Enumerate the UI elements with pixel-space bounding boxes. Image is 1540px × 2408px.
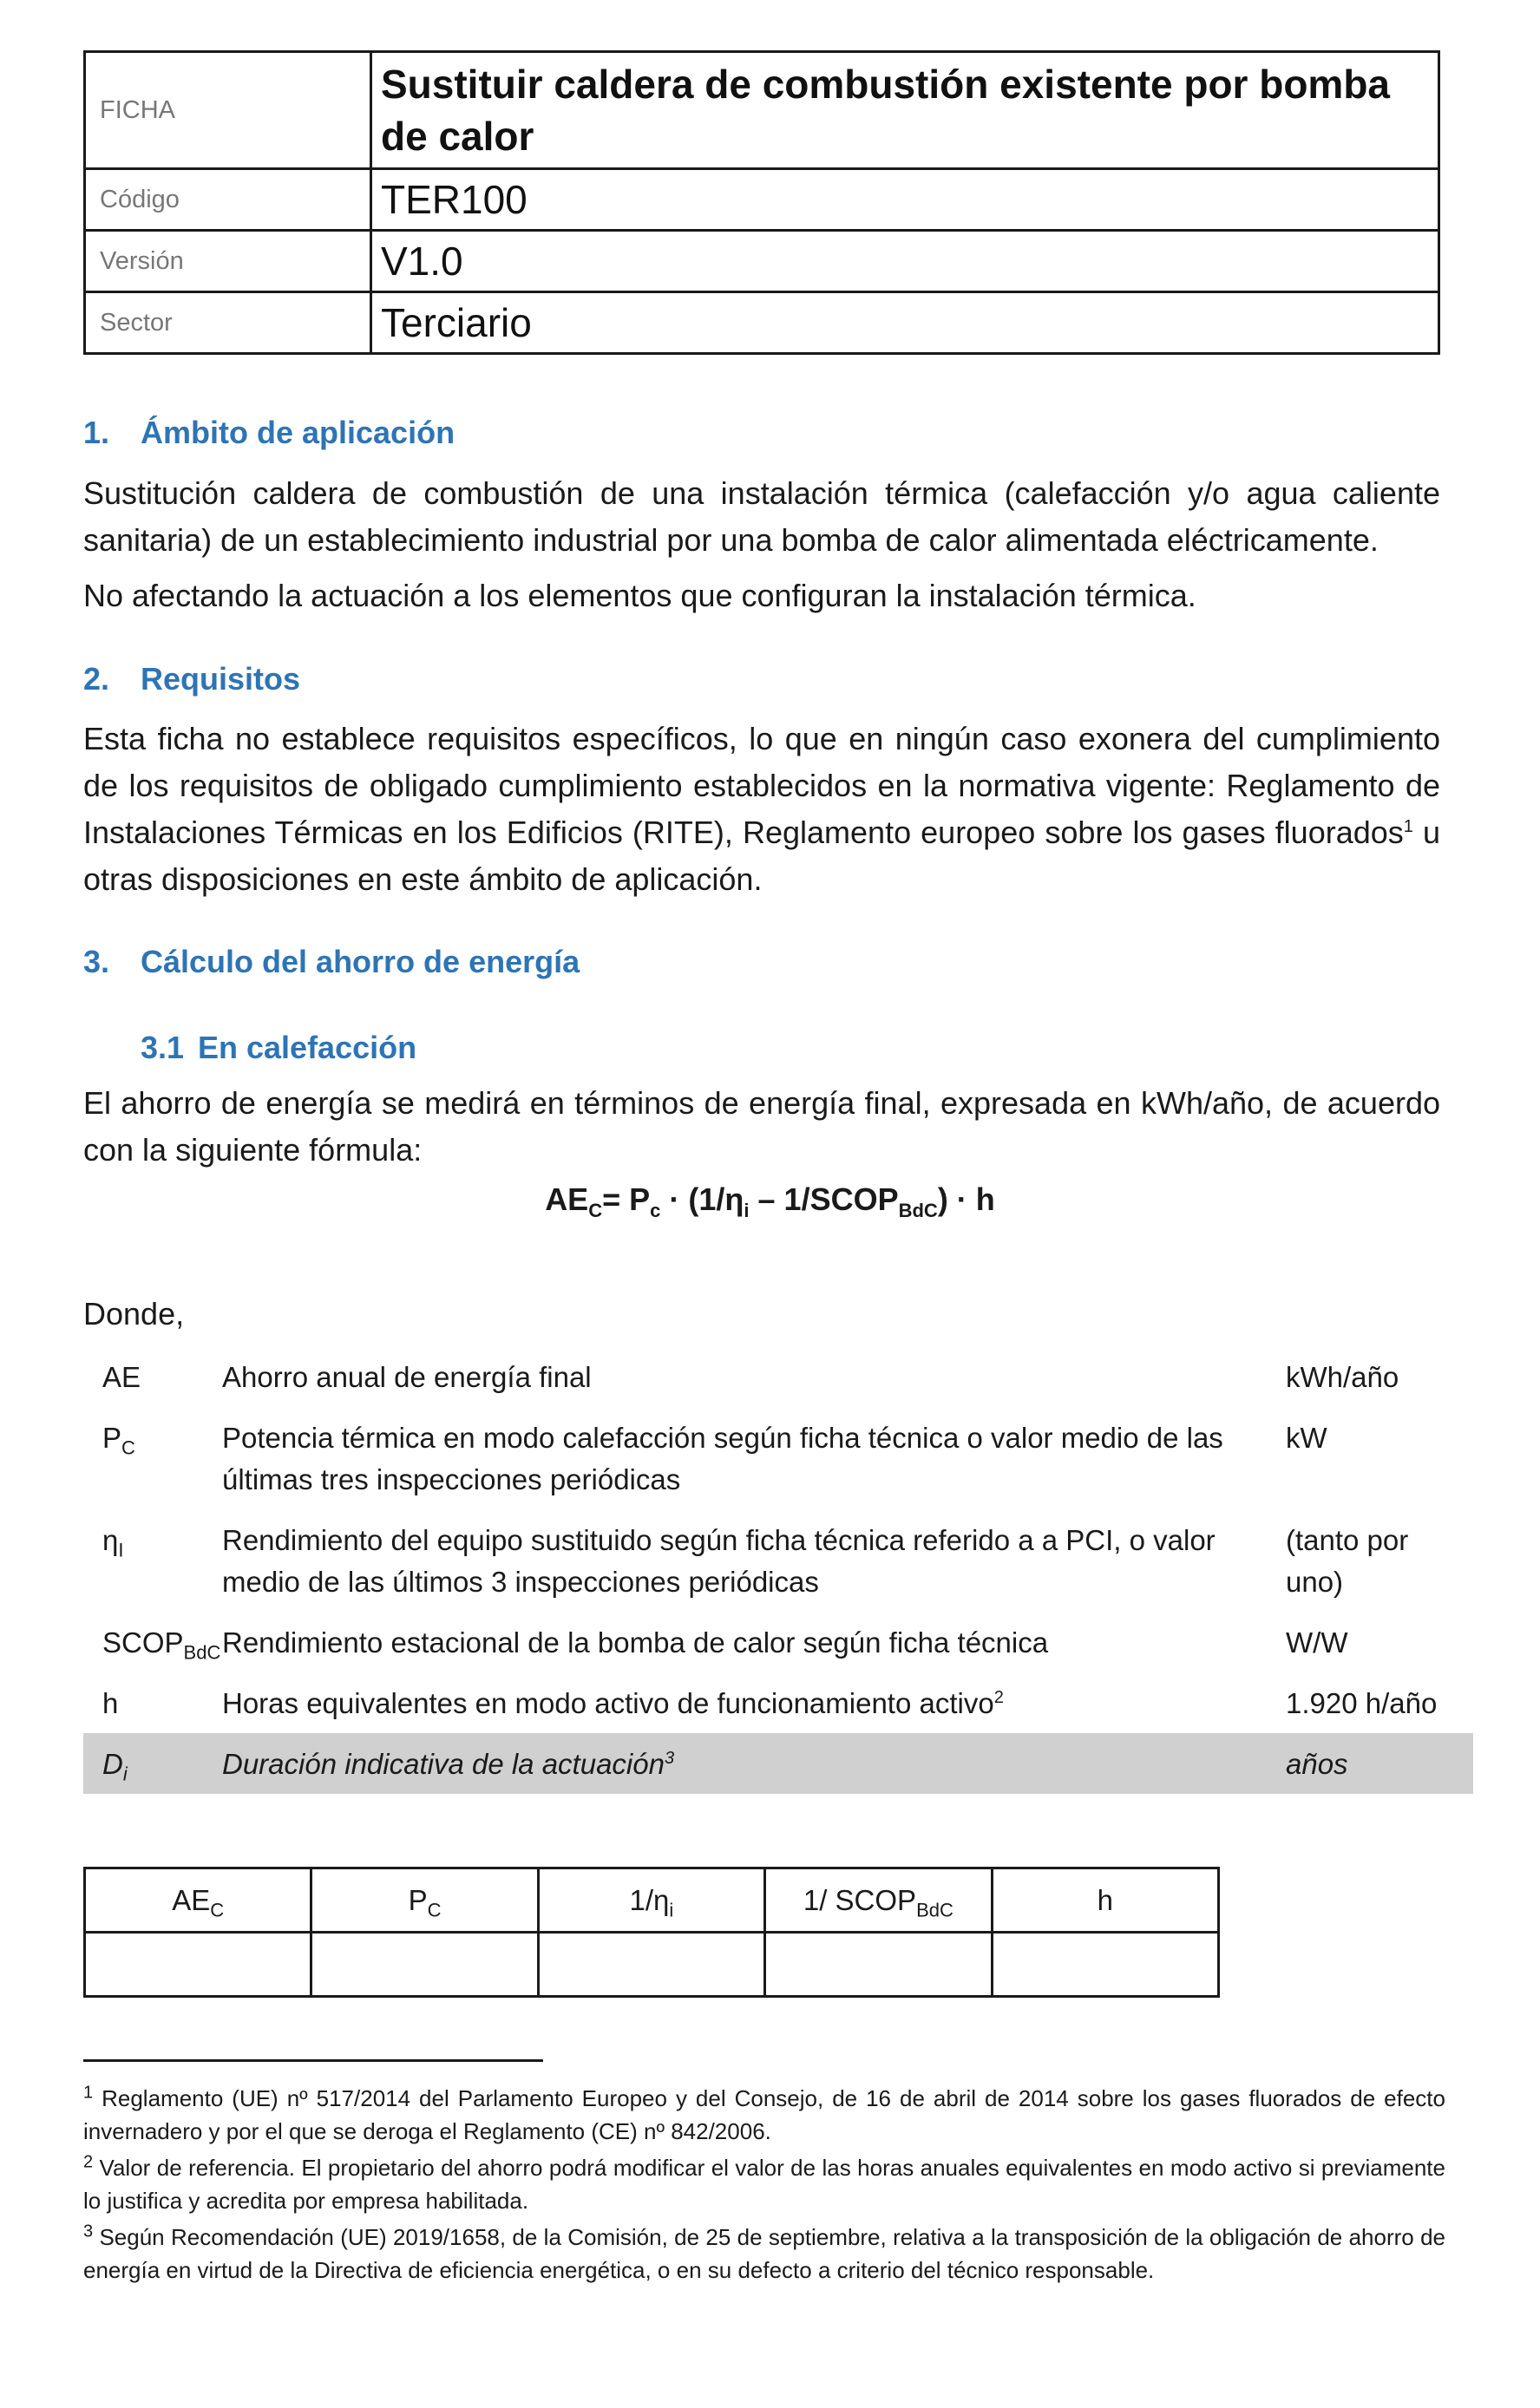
section-3-1-paragraph: El ahorro de energía se medirá en términos de energía final, expresada en kWh/año, de acuerdo con la siguiente fórmula:: [83, 1085, 1440, 1168]
formula-ae-sub: C: [588, 1200, 603, 1222]
definition-unit: años: [1286, 1733, 1473, 1794]
calc-header-eta: $1/\eta_i$: [538, 1868, 764, 1933]
ficha-label: FICHA: [85, 52, 371, 169]
definition-symbol: $SCOP_{BdC}$: [102, 1626, 221, 1664]
definition-unit: 1.920 h/año: [1286, 1687, 1438, 1719]
definition-unit: kWh/año: [1286, 1361, 1399, 1393]
formula-end: ) · h: [937, 1181, 995, 1217]
section-3-1-title: En calefacción: [198, 1030, 417, 1065]
calculation-value-row: [85, 1933, 1219, 1997]
ficha-header-table: [83, 50, 1440, 355]
calc-value-ae[interactable]: [85, 1933, 311, 1997]
definition-row: [83, 1346, 1473, 1407]
footnote-3: $^3$ Según Recomendación (UE) 2019/1658, de la Comisión, de 25 de septiembre, relativa a la transposición de la obligación de ahorro de energía en virtud de la Directiva de eficiencia energética, o en su defecto a criterio del técnico responsable.: [83, 2222, 1445, 2283]
definition-unit: W/W: [1286, 1626, 1348, 1659]
section-3-title: Cálculo del ahorro de energía: [141, 944, 580, 979]
definition-description: Potencia térmica en modo calefacción según ficha técnica o valor medio de las últimas tres inspecciones periódicas: [222, 1422, 1223, 1495]
definition-description: Duración indicativa de la actuación$^3$: [222, 1733, 1286, 1794]
section-2-text-b: u otras disposiciones en este ámbito de aplicación.: [83, 815, 1440, 897]
formula-ae: AE: [545, 1181, 589, 1217]
calc-value-scop[interactable]: [765, 1933, 993, 1997]
definition-symbol: $\eta_I$: [102, 1524, 124, 1561]
section-1-heading: [83, 415, 455, 451]
ficha-row-title: [85, 52, 1439, 169]
definition-unit: kW: [1286, 1422, 1327, 1454]
footnote-ref-2: 2: [993, 1688, 1004, 1707]
codigo-label: Código: [85, 169, 371, 231]
footnote-2: $^2$ Valor de referencia. El propietario del ahorro podrá modificar el valor de las horas anuales equivalentes en modo activo si previamente lo justifica y acredita por empresa habilitada.: [83, 2152, 1445, 2214]
definition-row-duration: [83, 1733, 1473, 1794]
formula-scop-sub: BdC: [898, 1200, 938, 1222]
definitions-table: [83, 1346, 1473, 1794]
calc-value-p[interactable]: [311, 1933, 538, 1997]
calc-header-ae: $AE_C$: [85, 1868, 311, 1933]
calc-value-h[interactable]: [992, 1933, 1218, 1997]
sector-label: Sector: [85, 292, 371, 354]
ficha-row-sector: [85, 292, 1439, 354]
formula-eq: = P: [602, 1181, 651, 1217]
section-2-number: 2.: [83, 661, 110, 697]
formula-mid: · (1/η: [660, 1181, 744, 1217]
definition-row: [83, 1407, 1473, 1509]
version-label: Versión: [85, 231, 371, 292]
donde-label: Donde,: [83, 1296, 185, 1332]
calc-value-eta[interactable]: [538, 1933, 764, 1997]
definition-row: [83, 1612, 1473, 1672]
calc-header-h: h: [992, 1868, 1218, 1933]
footnote-1: $^1$ Reglamento (UE) nº 517/2014 del Parlamento Europeo y del Consejo, de 16 de abril de 2014 sobre los gases fluorados de efecto invernadero y por el que se deroga el Reglamento (CE) nº 842/2006.: [83, 2083, 1445, 2144]
footnote-ref-1[interactable]: 1: [1403, 817, 1413, 836]
formula-eta-sub: i: [744, 1200, 750, 1222]
calculation-header-row: [85, 1868, 1219, 1933]
section-3-1-number: 3.1: [141, 1030, 185, 1065]
definition-row: [83, 1509, 1473, 1612]
ficha-row-codigo: [85, 169, 1439, 231]
calc-header-p: $P_C$: [311, 1868, 538, 1933]
section-2-text-a: Esta ficha no establece requisitos específicos, lo que en ningún caso exonera del cumplimiento de los requisitos de obligado cumplimiento establecidos en la normativa vigente: Reglamento de Instalaciones Térmicas en los Edificios (RITE), Reglamento europeo sobre los gases fluorados: [83, 721, 1440, 850]
definition-symbol: $D_i$: [83, 1733, 222, 1794]
formula-p-sub: c: [650, 1200, 661, 1222]
ficha-title: Sustituir caldera de combustión existente por bomba de calor: [371, 52, 1439, 169]
formula-minus: – 1/SCOP: [749, 1181, 899, 1217]
definition-symbol: AE: [102, 1361, 141, 1393]
calc-header-scop: 1/ $SCOP_{BdC}$: [765, 1868, 993, 1933]
sector-value: Terciario: [371, 292, 1439, 354]
definition-description: Rendimiento del equipo sustituido según ficha técnica referido a a PCI, o valor medio de las últimos 3 inspecciones periódicas: [222, 1524, 1216, 1598]
energy-savings-formula: [0, 1181, 1540, 1222]
version-value: V1.0: [371, 231, 1439, 292]
calculation-table: [83, 1867, 1220, 1998]
section-1-paragraph-1: Sustitución caldera de combustión de una instalación térmica (calefacción y/o agua caliente sanitaria) de un establecimiento industrial por una bomba de calor alimentada eléctricamente.: [83, 475, 1440, 558]
section-2-paragraph: [83, 716, 1440, 903]
section-1-number: 1.: [83, 415, 110, 450]
definition-description: Rendimiento estacional de la bomba de calor según ficha técnica: [222, 1626, 1049, 1659]
definition-symbol: h: [102, 1687, 119, 1719]
section-3-number: 3.: [83, 944, 110, 979]
section-3-1-heading: [141, 1030, 416, 1066]
footnote-separator: [83, 2059, 543, 2062]
definition-symbol: $P_C$: [102, 1422, 135, 1459]
footnote-ref-3: 3: [664, 1749, 675, 1768]
definition-row: [83, 1672, 1473, 1733]
section-1-paragraph-2: No afectando la actuación a los elementos que configuran la instalación térmica.: [83, 578, 1196, 613]
codigo-value: TER100: [371, 169, 1439, 231]
section-2-heading: [83, 661, 300, 697]
section-1-title: Ámbito de aplicación: [141, 415, 455, 450]
definition-unit: (tanto por uno): [1286, 1524, 1409, 1598]
ficha-row-version: [85, 231, 1439, 292]
definition-description: Horas equivalentes en modo activo de funcionamiento activo$^2$: [222, 1687, 1004, 1719]
definition-description: Ahorro anual de energía final: [222, 1361, 592, 1393]
section-3-heading: [83, 944, 580, 980]
section-2-title: Requisitos: [141, 661, 301, 697]
